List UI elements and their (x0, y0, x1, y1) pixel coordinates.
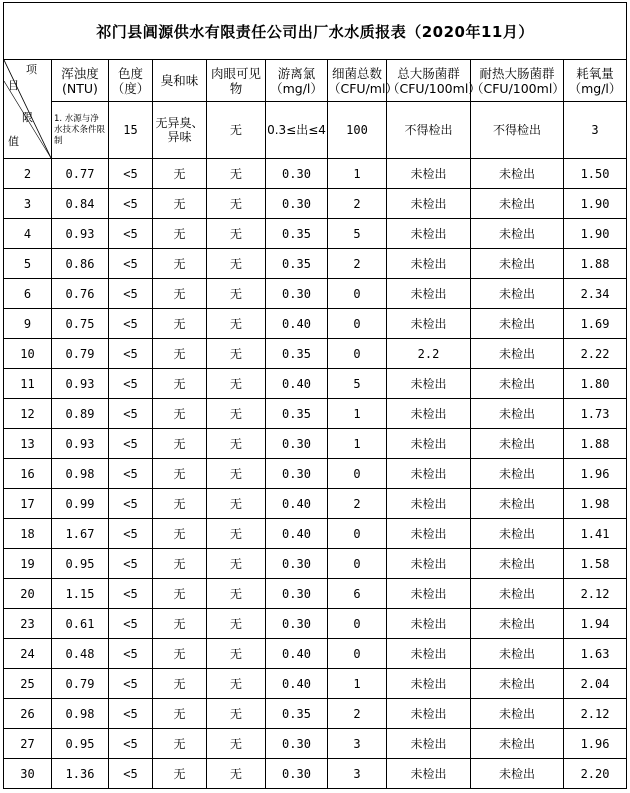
cell-color: <5 (109, 669, 153, 699)
table-row (4, 549, 627, 579)
corner-label-item2: 目 (8, 79, 19, 92)
header-bacteria-total: 细菌总数（CFU/ml） (328, 60, 387, 102)
cell-coliform: 未检出 (387, 249, 471, 279)
cell-odor: 无 (153, 279, 207, 309)
cell-thermo-coliform: 未检出 (471, 489, 564, 519)
limit-turbidity: 1. 水源与净水技术条件限制 (52, 102, 109, 159)
cell-day: 13 (4, 429, 52, 459)
table-row (4, 489, 627, 519)
cell-day: 26 (4, 699, 52, 729)
cell-bacteria-total: 0 (328, 609, 387, 639)
table-row (4, 639, 627, 669)
cell-thermo-coliform: 未检出 (471, 699, 564, 729)
cell-bacteria-total: 0 (328, 339, 387, 369)
cell-color: <5 (109, 519, 153, 549)
cell-thermo-coliform: 未检出 (471, 669, 564, 699)
report-title: 祁门县阊源供水有限责任公司出厂水水质报表（2020年11月） (4, 3, 627, 60)
corner-cell (4, 60, 52, 159)
cell-visible-matter: 无 (207, 459, 266, 489)
cell-oxygen-consumption: 1.58 (564, 549, 627, 579)
cell-day: 9 (4, 309, 52, 339)
cell-color: <5 (109, 729, 153, 759)
cell-thermo-coliform: 未检出 (471, 759, 564, 789)
cell-visible-matter: 无 (207, 729, 266, 759)
table-row (4, 759, 627, 789)
cell-day: 17 (4, 489, 52, 519)
cell-odor: 无 (153, 519, 207, 549)
cell-free-chlorine: 0.35 (266, 339, 328, 369)
cell-oxygen-consumption: 1.50 (564, 159, 627, 189)
cell-free-chlorine: 0.40 (266, 669, 328, 699)
cell-free-chlorine: 0.30 (266, 759, 328, 789)
limit-free-chlorine: 0.3≤出≤4 (266, 102, 328, 159)
cell-day: 16 (4, 459, 52, 489)
cell-day: 4 (4, 219, 52, 249)
cell-turbidity: 0.77 (52, 159, 109, 189)
cell-turbidity: 0.99 (52, 489, 109, 519)
cell-visible-matter: 无 (207, 339, 266, 369)
cell-odor: 无 (153, 669, 207, 699)
header-visible-matter: 肉眼可见物 (207, 60, 266, 102)
cell-free-chlorine: 0.40 (266, 489, 328, 519)
cell-coliform: 2.2 (387, 339, 471, 369)
cell-oxygen-consumption: 2.20 (564, 759, 627, 789)
cell-turbidity: 0.84 (52, 189, 109, 219)
cell-color: <5 (109, 309, 153, 339)
cell-thermo-coliform: 未检出 (471, 579, 564, 609)
cell-oxygen-consumption: 2.12 (564, 699, 627, 729)
cell-day: 19 (4, 549, 52, 579)
cell-visible-matter: 无 (207, 249, 266, 279)
cell-color: <5 (109, 399, 153, 429)
table-row (4, 279, 627, 309)
cell-color: <5 (109, 699, 153, 729)
cell-turbidity: 0.48 (52, 639, 109, 669)
cell-bacteria-total: 2 (328, 489, 387, 519)
limit-oxygen-consumption: 3 (564, 102, 627, 159)
cell-thermo-coliform: 未检出 (471, 279, 564, 309)
cell-thermo-coliform: 未检出 (471, 609, 564, 639)
header-coliform: 总大肠菌群（CFU/100ml） (387, 60, 471, 102)
cell-coliform: 未检出 (387, 219, 471, 249)
cell-odor: 无 (153, 639, 207, 669)
cell-day: 23 (4, 609, 52, 639)
cell-turbidity: 0.95 (52, 729, 109, 759)
cell-visible-matter: 无 (207, 159, 266, 189)
cell-coliform: 未检出 (387, 549, 471, 579)
corner-label-item: 项 (26, 63, 37, 76)
cell-turbidity: 1.67 (52, 519, 109, 549)
cell-oxygen-consumption: 1.88 (564, 249, 627, 279)
cell-bacteria-total: 2 (328, 249, 387, 279)
cell-bacteria-total: 5 (328, 219, 387, 249)
table-row (4, 609, 627, 639)
cell-free-chlorine: 0.30 (266, 609, 328, 639)
cell-day: 10 (4, 339, 52, 369)
cell-visible-matter: 无 (207, 489, 266, 519)
cell-color: <5 (109, 369, 153, 399)
cell-color: <5 (109, 459, 153, 489)
cell-visible-matter: 无 (207, 189, 266, 219)
table-row (4, 189, 627, 219)
cell-turbidity: 0.79 (52, 339, 109, 369)
cell-visible-matter: 无 (207, 399, 266, 429)
cell-free-chlorine: 0.40 (266, 309, 328, 339)
cell-turbidity: 0.75 (52, 309, 109, 339)
cell-visible-matter: 无 (207, 639, 266, 669)
cell-odor: 无 (153, 159, 207, 189)
cell-oxygen-consumption: 2.04 (564, 669, 627, 699)
cell-oxygen-consumption: 1.90 (564, 219, 627, 249)
cell-bacteria-total: 1 (328, 669, 387, 699)
cell-color: <5 (109, 429, 153, 459)
cell-free-chlorine: 0.35 (266, 399, 328, 429)
cell-thermo-coliform: 未检出 (471, 309, 564, 339)
cell-coliform: 未检出 (387, 459, 471, 489)
cell-visible-matter: 无 (207, 519, 266, 549)
cell-day: 20 (4, 579, 52, 609)
cell-visible-matter: 无 (207, 669, 266, 699)
cell-free-chlorine: 0.30 (266, 549, 328, 579)
header-color: 色度（度） (109, 60, 153, 102)
cell-thermo-coliform: 未检出 (471, 249, 564, 279)
cell-bacteria-total: 5 (328, 369, 387, 399)
cell-oxygen-consumption: 2.12 (564, 579, 627, 609)
cell-odor: 无 (153, 729, 207, 759)
cell-turbidity: 1.15 (52, 579, 109, 609)
cell-turbidity: 0.95 (52, 549, 109, 579)
cell-oxygen-consumption: 2.34 (564, 279, 627, 309)
cell-thermo-coliform: 未检出 (471, 549, 564, 579)
cell-bacteria-total: 6 (328, 579, 387, 609)
cell-coliform: 未检出 (387, 399, 471, 429)
table-row (4, 159, 627, 189)
cell-odor: 无 (153, 489, 207, 519)
cell-odor: 无 (153, 609, 207, 639)
cell-day: 11 (4, 369, 52, 399)
cell-coliform: 未检出 (387, 309, 471, 339)
table-row (4, 699, 627, 729)
cell-day: 3 (4, 189, 52, 219)
cell-coliform: 未检出 (387, 699, 471, 729)
limit-odor: 无异臭、异味 (153, 102, 207, 159)
cell-free-chlorine: 0.30 (266, 579, 328, 609)
cell-odor: 无 (153, 249, 207, 279)
cell-day: 6 (4, 279, 52, 309)
cell-thermo-coliform: 未检出 (471, 159, 564, 189)
cell-coliform: 未检出 (387, 429, 471, 459)
cell-turbidity: 0.93 (52, 429, 109, 459)
cell-visible-matter: 无 (207, 609, 266, 639)
cell-free-chlorine: 0.35 (266, 219, 328, 249)
table-row (4, 399, 627, 429)
cell-coliform: 未检出 (387, 159, 471, 189)
cell-free-chlorine: 0.30 (266, 729, 328, 759)
limit-coliform: 不得检出 (387, 102, 471, 159)
cell-bacteria-total: 1 (328, 159, 387, 189)
cell-color: <5 (109, 579, 153, 609)
cell-visible-matter: 无 (207, 549, 266, 579)
cell-turbidity: 0.79 (52, 669, 109, 699)
table-row (4, 339, 627, 369)
cell-day: 24 (4, 639, 52, 669)
cell-odor: 无 (153, 219, 207, 249)
table-row (4, 369, 627, 399)
cell-bacteria-total: 2 (328, 699, 387, 729)
cell-thermo-coliform: 未检出 (471, 189, 564, 219)
cell-free-chlorine: 0.30 (266, 159, 328, 189)
cell-free-chlorine: 0.40 (266, 369, 328, 399)
cell-day: 12 (4, 399, 52, 429)
cell-free-chlorine: 0.30 (266, 189, 328, 219)
cell-bacteria-total: 1 (328, 429, 387, 459)
cell-free-chlorine: 0.30 (266, 429, 328, 459)
cell-oxygen-consumption: 2.22 (564, 339, 627, 369)
limit-visible-matter: 无 (207, 102, 266, 159)
cell-day: 18 (4, 519, 52, 549)
cell-bacteria-total: 0 (328, 639, 387, 669)
cell-turbidity: 0.98 (52, 459, 109, 489)
cell-coliform: 未检出 (387, 579, 471, 609)
table-row (4, 579, 627, 609)
cell-day: 5 (4, 249, 52, 279)
cell-free-chlorine: 0.40 (266, 519, 328, 549)
cell-color: <5 (109, 549, 153, 579)
table-row (4, 669, 627, 699)
cell-bacteria-total: 0 (328, 549, 387, 579)
cell-oxygen-consumption: 1.96 (564, 459, 627, 489)
cell-visible-matter: 无 (207, 579, 266, 609)
cell-thermo-coliform: 未检出 (471, 459, 564, 489)
table-row (4, 459, 627, 489)
cell-turbidity: 0.86 (52, 249, 109, 279)
cell-odor: 无 (153, 189, 207, 219)
cell-oxygen-consumption: 1.63 (564, 639, 627, 669)
cell-odor: 无 (153, 309, 207, 339)
cell-bacteria-total: 0 (328, 519, 387, 549)
cell-thermo-coliform: 未检出 (471, 429, 564, 459)
cell-color: <5 (109, 639, 153, 669)
cell-oxygen-consumption: 1.98 (564, 489, 627, 519)
header-odor: 臭和味 (153, 60, 207, 102)
cell-free-chlorine: 0.30 (266, 279, 328, 309)
cell-coliform: 未检出 (387, 759, 471, 789)
cell-day: 27 (4, 729, 52, 759)
cell-free-chlorine: 0.40 (266, 639, 328, 669)
cell-color: <5 (109, 489, 153, 519)
cell-turbidity: 0.89 (52, 399, 109, 429)
table-row (4, 429, 627, 459)
water-quality-table (3, 2, 627, 789)
table-row (4, 519, 627, 549)
cell-color: <5 (109, 189, 153, 219)
cell-coliform: 未检出 (387, 189, 471, 219)
cell-bacteria-total: 0 (328, 459, 387, 489)
cell-oxygen-consumption: 1.94 (564, 609, 627, 639)
cell-coliform: 未检出 (387, 489, 471, 519)
cell-bacteria-total: 1 (328, 399, 387, 429)
cell-thermo-coliform: 未检出 (471, 219, 564, 249)
limit-row (4, 102, 627, 159)
cell-turbidity: 0.76 (52, 279, 109, 309)
cell-color: <5 (109, 219, 153, 249)
cell-oxygen-consumption: 1.73 (564, 399, 627, 429)
cell-odor: 无 (153, 459, 207, 489)
limit-bacteria-total: 100 (328, 102, 387, 159)
cell-color: <5 (109, 339, 153, 369)
limit-thermo-coliform: 不得检出 (471, 102, 564, 159)
cell-coliform: 未检出 (387, 369, 471, 399)
header-oxygen-consumption: 耗氧量（mg/l） (564, 60, 627, 102)
cell-thermo-coliform: 未检出 (471, 399, 564, 429)
cell-turbidity: 1.36 (52, 759, 109, 789)
cell-bacteria-total: 0 (328, 279, 387, 309)
cell-bacteria-total: 0 (328, 309, 387, 339)
cell-coliform: 未检出 (387, 639, 471, 669)
cell-thermo-coliform: 未检出 (471, 519, 564, 549)
cell-color: <5 (109, 279, 153, 309)
cell-thermo-coliform: 未检出 (471, 729, 564, 759)
cell-color: <5 (109, 609, 153, 639)
cell-day: 30 (4, 759, 52, 789)
cell-oxygen-consumption: 1.80 (564, 369, 627, 399)
header-free-chlorine: 游离氯（mg/l） (266, 60, 328, 102)
cell-coliform: 未检出 (387, 669, 471, 699)
table-row (4, 249, 627, 279)
cell-color: <5 (109, 249, 153, 279)
cell-visible-matter: 无 (207, 309, 266, 339)
cell-turbidity: 0.98 (52, 699, 109, 729)
cell-day: 2 (4, 159, 52, 189)
cell-odor: 无 (153, 429, 207, 459)
cell-turbidity: 0.61 (52, 609, 109, 639)
cell-odor: 无 (153, 369, 207, 399)
cell-odor: 无 (153, 549, 207, 579)
cell-coliform: 未检出 (387, 729, 471, 759)
cell-coliform: 未检出 (387, 609, 471, 639)
header-thermo-coliform: 耐热大肠菌群（CFU/100ml） (471, 60, 564, 102)
header-row (4, 60, 627, 102)
cell-visible-matter: 无 (207, 279, 266, 309)
cell-coliform: 未检出 (387, 519, 471, 549)
cell-odor: 无 (153, 339, 207, 369)
cell-oxygen-consumption: 1.90 (564, 189, 627, 219)
cell-oxygen-consumption: 1.69 (564, 309, 627, 339)
cell-odor: 无 (153, 399, 207, 429)
cell-turbidity: 0.93 (52, 369, 109, 399)
cell-color: <5 (109, 159, 153, 189)
corner-label-limit: 限 (22, 111, 33, 124)
cell-odor: 无 (153, 759, 207, 789)
cell-bacteria-total: 3 (328, 729, 387, 759)
cell-thermo-coliform: 未检出 (471, 639, 564, 669)
cell-free-chlorine: 0.30 (266, 459, 328, 489)
header-turbidity: 浑浊度(NTU) (52, 60, 109, 102)
cell-color: <5 (109, 759, 153, 789)
cell-thermo-coliform: 未检出 (471, 369, 564, 399)
cell-coliform: 未检出 (387, 279, 471, 309)
cell-oxygen-consumption: 1.96 (564, 729, 627, 759)
cell-day: 25 (4, 669, 52, 699)
table-row (4, 729, 627, 759)
cell-free-chlorine: 0.35 (266, 699, 328, 729)
cell-thermo-coliform: 未检出 (471, 339, 564, 369)
cell-bacteria-total: 3 (328, 759, 387, 789)
cell-free-chlorine: 0.35 (266, 249, 328, 279)
cell-bacteria-total: 2 (328, 189, 387, 219)
cell-visible-matter: 无 (207, 699, 266, 729)
cell-oxygen-consumption: 1.41 (564, 519, 627, 549)
cell-visible-matter: 无 (207, 219, 266, 249)
cell-oxygen-consumption: 1.88 (564, 429, 627, 459)
limit-color: 15 (109, 102, 153, 159)
table-row (4, 309, 627, 339)
corner-label-value: 值 (8, 135, 19, 148)
cell-odor: 无 (153, 579, 207, 609)
cell-visible-matter: 无 (207, 759, 266, 789)
cell-turbidity: 0.93 (52, 219, 109, 249)
table-row (4, 219, 627, 249)
cell-visible-matter: 无 (207, 429, 266, 459)
cell-visible-matter: 无 (207, 369, 266, 399)
cell-odor: 无 (153, 699, 207, 729)
